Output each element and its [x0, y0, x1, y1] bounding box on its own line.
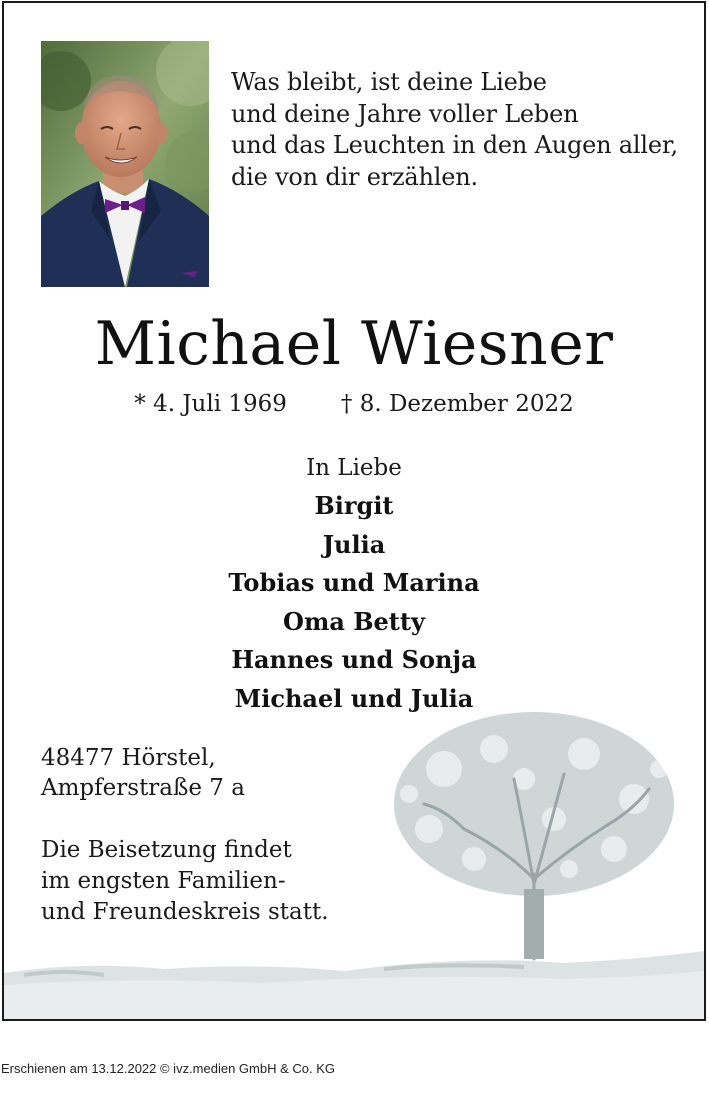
address-street: Ampferstraße 7 a — [41, 775, 245, 801]
notice-line: Die Beisetzung findet — [41, 837, 292, 863]
publication-footer: Erschienen am 13.12.2022 © ivz.medien GmbH & Co. KG — [1, 1061, 336, 1076]
portrait-image — [41, 41, 209, 287]
notice-line: und Freundeskreis statt. — [41, 899, 329, 925]
verse-line: und das Leuchten in den Augen aller, — [231, 131, 678, 159]
mourners-intro: In Liebe — [306, 455, 402, 481]
portrait-photo — [41, 41, 209, 287]
memorial-verse — [231, 67, 678, 193]
deceased-name: Michael Wiesner — [94, 309, 614, 379]
birth-date: * 4. Juli 1969 — [134, 391, 287, 417]
meadow-illustration — [4, 933, 704, 1021]
mourner-name: Birgit — [314, 491, 394, 520]
mourner-name: Hannes und Sonja — [231, 645, 477, 674]
obituary-frame — [2, 1, 706, 1021]
burial-notice — [41, 835, 329, 928]
address-block — [41, 743, 245, 803]
death-date: † 8. Dezember 2022 — [340, 391, 574, 417]
mourner-name: Julia — [322, 529, 386, 559]
mourners-block — [4, 453, 704, 718]
notice-line: im engsten Familien- — [41, 868, 286, 894]
tree-illustration — [384, 709, 684, 969]
mourner-name: Michael und Julia — [234, 683, 474, 713]
mourner-name: Oma Betty — [283, 606, 425, 636]
life-dates — [4, 389, 704, 419]
verse-line: und deine Jahre voller Leben — [231, 99, 579, 128]
address-city: 48477 Hörstel, — [41, 745, 216, 771]
verse-line: Was bleibt, ist deine Liebe — [231, 68, 547, 96]
verse-line: die von dir erzählen. — [231, 162, 478, 191]
mourner-name: Tobias und Marina — [228, 568, 480, 597]
